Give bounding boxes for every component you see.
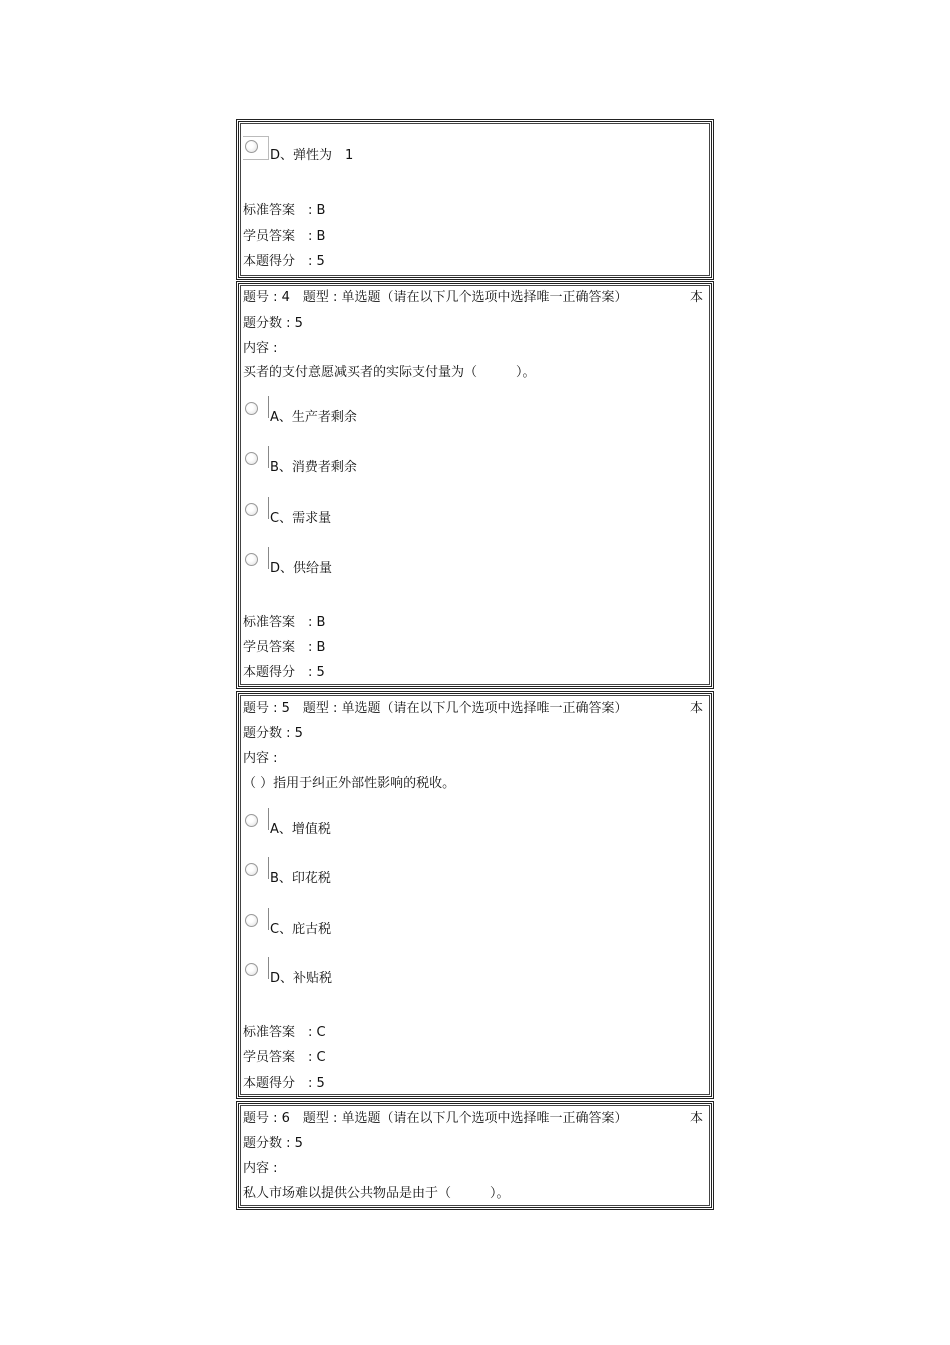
content-label: 内容 : [243,1161,278,1176]
question-text: （ ）指用于纠正外部性影响的税收。 [243,776,456,791]
radio-button[interactable] [245,863,258,876]
option-divider [268,908,269,930]
option-divider [268,957,269,979]
question-score: 本题得分 : 5 [243,1076,325,1091]
question-6-block [236,1101,714,1210]
question-text: 私人市场难以提供公共物品是由于（ ）。 [243,1186,510,1201]
question-header: 题号 : 4 题型 : 单选题（请在以下几个选项中选择唯一正确答案） [243,290,628,305]
standard-answer: 标准答案 : B [243,615,326,630]
option-divider [268,446,269,468]
radio-button[interactable] [245,963,258,976]
option-divider [268,497,269,519]
option-divider [268,808,269,830]
content-label: 内容 : [243,751,278,766]
option-b[interactable] [243,452,543,476]
radio-button[interactable] [245,814,258,827]
option-b[interactable] [243,863,543,887]
student-answer: 学员答案 : B [243,229,326,244]
option-label: D、弹性为 1 [270,148,354,163]
radio-button[interactable] [245,914,258,927]
question-score: 本题得分 : 5 [243,254,325,269]
header-trailing-text: 本 [689,701,703,716]
standard-answer: 标准答案 : B [243,203,326,218]
option-c[interactable] [243,914,543,938]
option-label: C、庇古税 [270,922,332,937]
option-label: D、供给量 [270,561,333,576]
option-divider [268,857,269,879]
header-trailing-text: 本 [689,1111,703,1126]
radio-button[interactable] [245,402,258,415]
option-divider [268,396,269,418]
option-d[interactable] [243,963,543,987]
option-c[interactable] [243,503,543,527]
question-5-block [236,691,714,1099]
option-label: B、消费者剩余 [270,460,357,475]
standard-answer: 标准答案 : C [243,1025,326,1040]
student-answer: 学员答案 : C [243,1050,326,1065]
question-3-block [236,119,714,280]
option-label: D、补贴税 [270,971,333,986]
option-d[interactable] [243,140,543,164]
question-header: 题号 : 5 题型 : 单选题（请在以下几个选项中选择唯一正确答案） [243,701,628,716]
content-label: 内容 : [243,341,278,356]
option-a[interactable] [243,814,543,838]
radio-button[interactable] [245,553,258,566]
student-answer: 学员答案 : B [243,640,326,655]
option-d[interactable] [243,553,543,577]
option-divider [268,547,269,569]
question-score: 本题得分 : 5 [243,665,325,680]
question-points: 题分数 : 5 [243,316,303,331]
option-a[interactable] [243,402,543,426]
radio-button[interactable] [245,503,258,516]
option-label: B、印花税 [270,871,331,886]
option-label: A、生产者剩余 [270,410,357,425]
radio-button[interactable] [245,452,258,465]
question-points: 题分数 : 5 [243,1136,303,1151]
header-trailing-text: 本 [689,290,703,305]
option-box [243,136,269,160]
question-text: 买者的支付意愿减买者的实际支付量为（ ）。 [243,365,536,380]
question-4-block [236,281,714,689]
option-label: C、需求量 [270,511,332,526]
question-points: 题分数 : 5 [243,726,303,741]
option-label: A、增值税 [270,822,331,837]
question-header: 题号 : 6 题型 : 单选题（请在以下几个选项中选择唯一正确答案） [243,1111,628,1126]
